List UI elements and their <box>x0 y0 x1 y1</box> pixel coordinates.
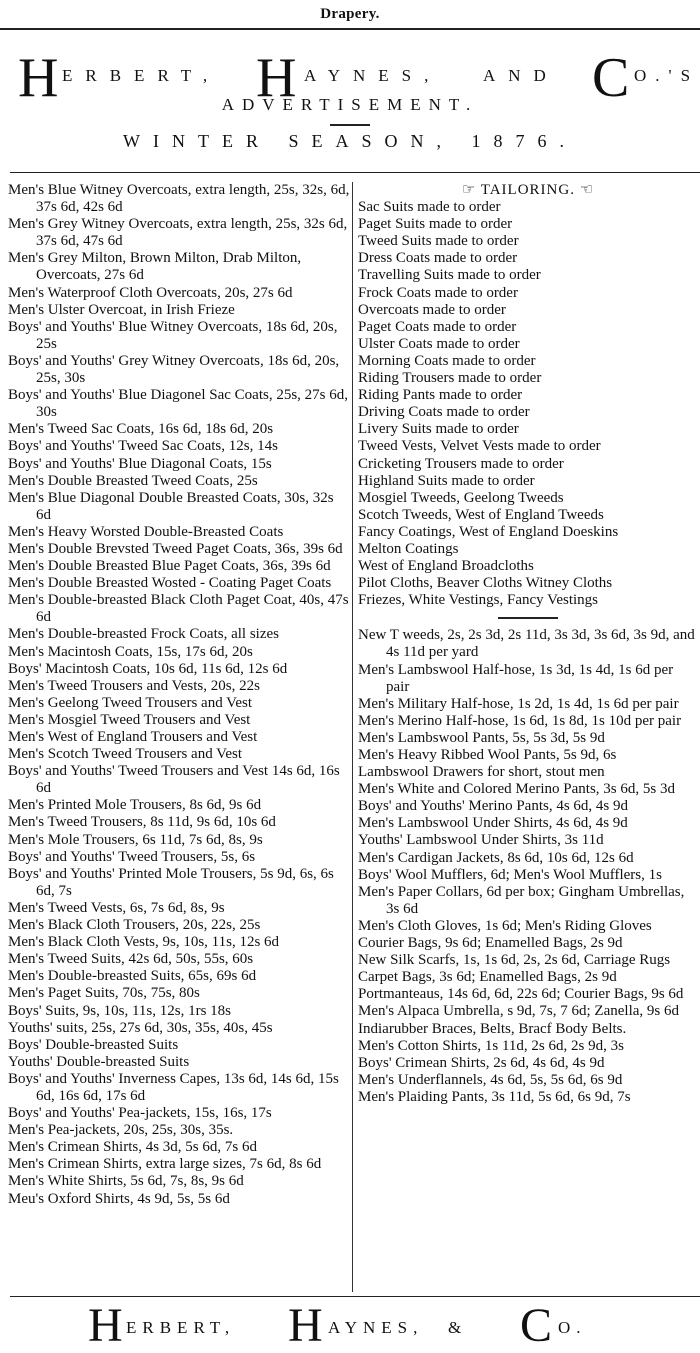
list-item: Men's Grey Witney Overcoats, extra length, 25s, 32s 6d, 37s 6d, 47s 6d <box>8 216 348 250</box>
list-item: Men's Pea-jackets, 20s, 25s, 30s, 35s. <box>8 1122 234 1139</box>
list-item: Boys' and Youths' Tweed Trousers and Vest 14s 6d, 16s 6d <box>8 763 340 797</box>
list-item: Boys' Crimean Shirts, 2s 6d, 4s 6d, 4s 9d <box>358 1054 605 1071</box>
list-item: Men's Geelong Tweed Trousers and Vest <box>8 694 252 711</box>
list-item: Men's Double Breasted Blue Paget Coats, 36s, 39s 6d <box>8 558 331 575</box>
list-item: Youths' suits, 25s, 27s 6d, 30s, 35s, 40s, 45s <box>8 1019 273 1036</box>
list-item: Boys' Wool Mufflers, 6d; Men's Wool Mufflers, 1s <box>358 866 662 883</box>
tailoring-item: Pilot Cloths, Beaver Cloths Witney Cloths <box>358 575 613 592</box>
left-column <box>8 182 352 1208</box>
tailoring-item: Cricketing Trousers made to order <box>358 455 564 472</box>
list-item: Men's Mosgiel Tweed Trousers and Vest <box>8 711 251 728</box>
list-item: Boys' and Youths' Blue Diagonel Sac Coats, 25s, 27s 6d, 30s <box>8 387 348 421</box>
list-item: Men's Military Half-hose, 1s 2d, 1s 4d, 1s 6d per pair <box>358 695 679 712</box>
list-item: Men's Cotton Shirts, 1s 11d, 2s 6d, 2s 9d, 3s <box>358 1037 624 1054</box>
column-divider <box>352 182 353 1292</box>
list-item: Men's Double Breasted Wosted - Coating Paget Coats <box>8 575 332 592</box>
tailoring-item: Sac Suits made to order <box>358 199 501 216</box>
list-item: Men's Plaiding Pants, 3s 11d, 5s 6d, 6s 9d, 7s <box>358 1088 631 1105</box>
list-item: Men's Lambswool Half-hose, 1s 3d, 1s 4d, 1s 6d per pair <box>358 661 674 695</box>
list-item: Men's Black Cloth Vests, 9s, 10s, 11s, 12s 6d <box>8 934 280 951</box>
list-item: Youths' Lambswool Under Shirts, 3s 11d <box>358 832 604 849</box>
list-item: Boys' Suits, 9s, 10s, 11s, 12s, 1rs 18s <box>8 1002 232 1019</box>
firm-word-haynes: AYNES, <box>304 66 442 85</box>
list-item: Men's Mole Trousers, 6s 11d, 7s 6d, 8s, 9s <box>8 831 263 848</box>
list-item: Youths' Double-breasted Suits <box>8 1053 190 1070</box>
tailoring-item: Mosgiel Tweeds, Geelong Tweeds <box>358 489 564 506</box>
list-item: Men's Alpaca Umbrella, s 9d, 7s, 7 6d; Zanella, 9s 6d <box>358 1003 679 1020</box>
firm-name-footer <box>88 1299 700 1352</box>
season-heading: WINTER SEASON, 1876. <box>123 131 577 151</box>
list-item: Men's Ulster Overcoat, in Irish Frieze <box>8 301 235 318</box>
header-bottom-rule <box>10 172 700 173</box>
list-item: Men's Tweed Suits, 42s 6d, 50s, 55s, 60s <box>8 951 254 968</box>
tailoring-item: Dress Coats made to order <box>358 250 518 267</box>
footer-word-herbert: ERBERT, <box>126 1318 236 1337</box>
list-item: Men's Double-breasted Frock Coats, all sizes <box>8 626 279 643</box>
list-item: Men's Merino Half-hose, 1s 6d, 1s 8d, 1s 10d per pair <box>358 712 682 729</box>
list-item: Men's Paper Collars, 6d per box; Gingham Umbrellas, 3s 6d <box>358 883 685 917</box>
footer-initial-h2: H <box>288 1299 323 1352</box>
list-item: Men's Printed Mole Trousers, 8s 6d, 9s 6d <box>8 797 262 814</box>
list-item: Men's Scotch Tweed Trousers and Vest <box>8 746 243 763</box>
tailoring-item: Fancy Coatings, West of England Doeskins <box>358 523 619 540</box>
tailoring-item: Riding Trousers made to order <box>358 370 542 387</box>
list-item: Boys' and Youths' Blue Witney Overcoats, 18s 6d, 20s, 25s <box>8 318 338 352</box>
tailoring-heading: ☞ TAILORING. ☜ <box>461 182 595 198</box>
list-item: Men's Lambswool Under Shirts, 4s 6d, 4s 9d <box>358 815 628 832</box>
list-item: Men's Tweed Vests, 6s, 7s 6d, 8s, 9s <box>8 899 225 916</box>
list-item: Boys' and Youths' Tweed Sac Coats, 12s, 14s <box>8 438 278 455</box>
top-rule <box>0 28 700 30</box>
list-item: Men's White Shirts, 5s 6d, 7s, 8s, 9s 6d <box>8 1173 244 1190</box>
tailoring-item: Morning Coats made to order <box>358 352 536 369</box>
footer-initial-c: C <box>520 1299 553 1352</box>
tailoring-item: Driving Coats made to order <box>358 404 530 421</box>
list-item: Men's Cardigan Jackets, 8s 6d, 10s 6d, 12s 6d <box>358 849 634 866</box>
tailoring-item: Paget Suits made to order <box>358 216 513 233</box>
tailoring-item: West of England Broadcloths <box>358 558 534 575</box>
list-item: Men's Cloth Gloves, 1s 6d; Men's Riding Gloves <box>358 917 652 934</box>
tailoring-item: Paget Coats made to order <box>358 318 517 335</box>
list-item: Men's Double Breasted Tweed Coats, 25s <box>8 472 258 489</box>
tailoring-item: Overcoats made to order <box>358 301 506 318</box>
firm-initial-c: C <box>592 47 630 109</box>
tailoring-item: Ulster Coats made to order <box>358 335 520 352</box>
list-item: Men's Tweed Trousers, 8s 11d, 9s 6d, 10s 6d <box>8 814 276 831</box>
tailoring-item: Tweed Suits made to order <box>358 233 519 250</box>
list-item: Men's Double-breasted Black Cloth Paget Coat, 40s, 47s 6d <box>8 592 349 626</box>
tailoring-item: Highland Suits made to order <box>358 472 535 489</box>
tailoring-item: Friezes, White Vestings, Fancy Vestings <box>358 592 598 609</box>
tailoring-item: Livery Suits made to order <box>358 421 519 438</box>
list-item: Boys' and Youths' Tweed Trousers, 5s, 6s <box>8 848 256 865</box>
advertisement-heading: ADVERTISEMENT. <box>221 95 479 114</box>
list-item: Boys' and Youths' Grey Witney Overcoats, 18s 6d, 20s, 25s, 30s <box>8 352 340 387</box>
list-item: Men's Blue Witney Overcoats, extra length, 25s, 32s, 6d, 37s 6d, 42s 6d <box>8 182 350 216</box>
list-item: Indiarubber Braces, Belts, Bracf Body Belts. <box>358 1020 627 1037</box>
right-column <box>358 182 698 1106</box>
list-item: Men's West of England Trousers and Vest <box>8 729 258 745</box>
footer-word-o: O. <box>558 1318 587 1337</box>
list-item: Men's Tweed Sac Coats, 16s 6d, 18s 6d, 20s <box>8 421 274 438</box>
list-item: Men's Grey Milton, Brown Milton, Drab Milton, Overcoats, 27s 6d <box>8 250 302 284</box>
list-item: Men's Crimean Shirts, extra large sizes, 7s 6d, 8s 6d <box>8 1156 322 1173</box>
list-item: Meu's Oxford Shirts, 4s 9d, 5s, 5s 6d <box>8 1190 230 1207</box>
tailoring-item: Scotch Tweeds, West of England Tweeds <box>358 506 604 523</box>
list-item: Lambswool Drawers for short, stout men <box>358 764 605 781</box>
list-item: New Silk Scarfs, 1s, 1s 6d, 2s, 2s 6d, Carriage Rugs <box>358 952 671 969</box>
list-item: Boys' and Youths' Pea-jackets, 15s, 16s, 17s <box>8 1105 272 1122</box>
list-item: Men's Underflannels, 4s 6d, 5s, 5s 6d, 6s 9d <box>358 1071 623 1088</box>
list-item: Men's Heavy Ribbed Wool Pants, 5s 9d, 6s <box>358 747 617 763</box>
list-item: Men's Crimean Shirts, 4s 3d, 5s 6d, 7s 6d <box>8 1139 257 1156</box>
list-item: Boys' and Youths' Printed Mole Trousers, 5s 9d, 6s, 6s 6d, 7s <box>8 865 334 899</box>
footer-word-ampersand: & <box>448 1318 468 1337</box>
tailoring-item: Melton Coatings <box>358 540 459 557</box>
list-item: Boys' and Youths' Blue Diagonal Coats, 15s <box>8 455 272 472</box>
list-item: Men's Waterproof Cloth Overcoats, 20s, 27s 6d <box>8 284 293 301</box>
list-item: Carpet Bags, 3s 6d; Enamelled Bags, 2s 9d <box>358 969 617 986</box>
list-item: Men's Double Brevsted Tweed Paget Coats, 36s, 39s 6d <box>8 540 343 557</box>
tailoring-item: Riding Pants made to order <box>358 387 523 404</box>
tailoring-rule <box>498 617 558 619</box>
footer-initial-h1: H <box>88 1299 123 1352</box>
firm-word-cos: O.'S <box>634 66 700 85</box>
list-item: Men's Tweed Trousers and Vests, 20s, 22s <box>8 677 260 694</box>
firm-initial-h2: H <box>256 47 297 109</box>
firm-word-and: AND <box>483 66 559 85</box>
firm-initial-h1: H <box>18 47 59 109</box>
list-item: Men's Black Cloth Trousers, 20s, 22s, 25s <box>8 917 261 934</box>
tailoring-item: Tweed Vests, Velvet Vests made to order <box>358 438 601 455</box>
footer-word-haynes: AYNES, <box>328 1318 424 1337</box>
list-item: Men's Paget Suits, 70s, 75s, 80s <box>8 985 200 1002</box>
list-item: Boys' Double-breasted Suits <box>8 1036 179 1053</box>
list-item: Men's Macintosh Coats, 15s, 17s 6d, 20s <box>8 643 253 660</box>
list-item: Men's Blue Diagonal Double Breasted Coats, 30s, 32s 6d <box>8 489 334 523</box>
section-heading: Drapery. <box>320 6 380 22</box>
tailoring-item: Frock Coats made to order <box>358 284 518 301</box>
list-item: Boys' Macintosh Coats, 10s 6d, 11s 6d, 12s 6d <box>8 660 288 677</box>
list-item: Men's Double-breasted Suits, 65s, 69s 6d <box>8 968 257 985</box>
list-item: Boys' and Youths' Inverness Capes, 13s 6d, 14s 6d, 15s 6d, 16s 6d, 17s 6d <box>8 1070 339 1104</box>
list-item: Courier Bags, 9s 6d; Enamelled Bags, 2s 9d <box>358 935 623 952</box>
list-item: Men's White and Colored Merino Pants, 3s 6d, 5s 3d <box>358 781 675 798</box>
list-item: Men's Heavy Worsted Double-Breasted Coats <box>8 523 284 540</box>
advertisement-rule <box>330 124 370 126</box>
list-item: Boys' and Youths' Merino Pants, 4s 6d, 4s 9d <box>358 798 629 815</box>
list-item: New T weeds, 2s, 2s 3d, 2s 11d, 3s 3d, 3s 6d, 3s 9d, and 4s 11d per yard <box>358 627 695 661</box>
firm-word-herbert: ERBERT, <box>62 66 221 85</box>
list-item: Portmanteaus, 14s 6d, 6d, 22s 6d; Courier Bags, 9s 6d <box>358 986 684 1003</box>
tailoring-item: Travelling Suits made to order <box>358 267 541 284</box>
list-item: Men's Lambswool Pants, 5s, 5s 3d, 5s 9d <box>358 729 605 746</box>
footer-top-rule <box>10 1296 700 1297</box>
